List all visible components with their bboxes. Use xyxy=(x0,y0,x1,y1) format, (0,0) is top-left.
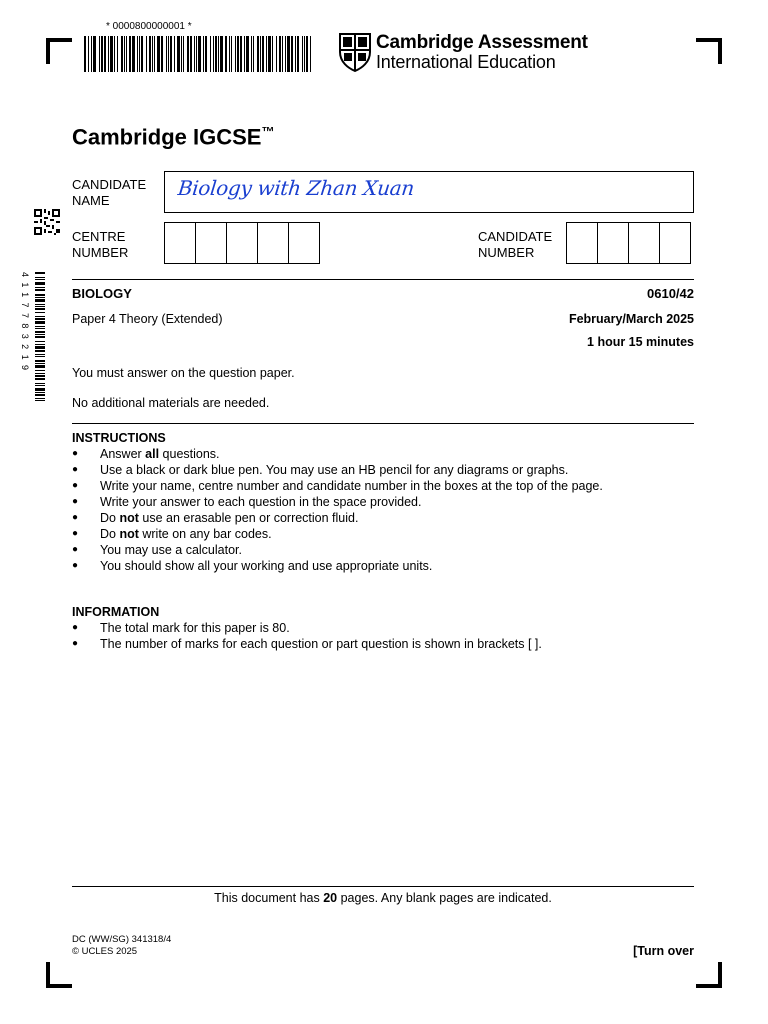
candidate-name-label-line2: NAME xyxy=(72,193,110,208)
barcode-bar xyxy=(35,383,45,384)
barcode-bar xyxy=(268,36,271,72)
barcode-bar xyxy=(35,334,45,335)
barcode-bar xyxy=(35,312,45,313)
instruction-item: ● Use a black or dark blue pen. You may use an HB pencil for any diagrams or graphs. xyxy=(72,462,603,478)
barcode-bar xyxy=(35,370,45,371)
barcode-bar xyxy=(35,321,45,324)
barcode-bar xyxy=(35,341,45,342)
barcode-bar xyxy=(129,36,131,72)
information-list xyxy=(72,620,542,652)
barcode-bar xyxy=(114,36,115,72)
materials-note: No additional materials are needed. xyxy=(72,396,270,410)
barcode-bar xyxy=(110,36,113,72)
barcode-bar xyxy=(279,36,281,72)
barcode-bar xyxy=(152,36,153,72)
barcode-bar xyxy=(35,282,45,285)
information-heading: INFORMATION xyxy=(72,605,160,619)
candidate-name-value: Biology with Zhan Xuan xyxy=(176,176,416,200)
information-item: ● The number of marks for each question or part question is shown in brackets [ ]. xyxy=(72,636,542,652)
instruction-item: ● Answer all questions. xyxy=(72,446,603,462)
footer-divider xyxy=(72,886,694,887)
candidate-number-box[interactable] xyxy=(597,222,629,264)
barcode-bar xyxy=(166,36,167,72)
corner-mark-bottom-right-h xyxy=(696,984,722,988)
barcode-bar xyxy=(183,36,184,72)
copyright-line: © UCLES 2025 xyxy=(72,946,138,957)
page-count-post: pages. Any blank pages are indicated. xyxy=(337,891,552,905)
page-count-number: 20 xyxy=(323,891,338,905)
barcode-bar xyxy=(104,36,106,72)
barcode-bar xyxy=(35,316,45,317)
barcode-bar xyxy=(35,388,45,391)
barcode-bar xyxy=(35,350,45,352)
barcode-bar xyxy=(35,385,45,386)
barcode-bar xyxy=(240,36,242,72)
barcode-bar xyxy=(174,36,175,72)
org-name-line2: International Education xyxy=(376,52,556,72)
barcode-bar xyxy=(121,36,123,72)
candidate-number-box[interactable] xyxy=(628,222,660,264)
barcode-bar xyxy=(196,36,197,72)
barcode-bar xyxy=(35,304,45,305)
barcode-bar xyxy=(35,289,45,291)
barcode-bar xyxy=(35,398,45,399)
barcode-bar xyxy=(237,36,239,72)
page-count-pre: This document has xyxy=(214,891,324,905)
barcode-bar xyxy=(35,360,45,362)
qr-code-icon xyxy=(34,209,60,235)
header-divider xyxy=(72,279,694,280)
barcode-bar xyxy=(272,36,273,72)
barcode-bar xyxy=(302,36,303,72)
barcode-bar xyxy=(235,36,236,72)
barcode-bar xyxy=(101,36,103,72)
barcode-bar xyxy=(304,36,305,72)
barcode-bar xyxy=(35,277,45,278)
barcode-bar xyxy=(108,36,109,72)
barcode-bar xyxy=(287,36,290,72)
candidate-name-label xyxy=(72,177,146,209)
barcode-bar xyxy=(35,400,45,401)
barcode-bar xyxy=(35,354,45,355)
barcode-bar xyxy=(35,326,45,327)
centre-number-label xyxy=(72,229,128,261)
barcode-bar xyxy=(198,36,201,72)
barcode-bar xyxy=(285,36,286,72)
subject-name: BIOLOGY xyxy=(72,286,132,301)
title-text: Cambridge IGCSE xyxy=(72,124,262,150)
barcode-bar xyxy=(35,297,45,298)
barcode-bar xyxy=(35,346,45,349)
barcode-bar xyxy=(297,36,299,72)
centre-number-box[interactable] xyxy=(226,222,258,264)
barcode-bar xyxy=(35,299,45,302)
exam-duration: 1 hour 15 minutes xyxy=(587,335,694,349)
barcode-bar xyxy=(35,375,45,377)
instruction-item: ● You may use a calculator. xyxy=(72,542,603,558)
barcode-bar xyxy=(99,36,100,72)
barcode-bar xyxy=(126,36,127,72)
barcode-bar xyxy=(35,328,45,329)
paper-code: 0610/42 xyxy=(647,286,694,301)
barcode-bar xyxy=(194,36,195,72)
barcode-bar xyxy=(203,36,204,72)
barcode-bar xyxy=(35,365,45,368)
page-title xyxy=(72,124,274,150)
barcode-bar xyxy=(35,378,45,380)
barcode-bar xyxy=(93,36,96,72)
barcode-bar xyxy=(218,36,219,72)
candidate-number-label-line2: NUMBER xyxy=(478,245,535,260)
barcode-bar xyxy=(220,36,223,72)
barcode-bar xyxy=(35,306,45,307)
barcode-bar xyxy=(35,308,45,310)
answer-note: You must answer on the question paper. xyxy=(72,366,295,380)
barcode-bar xyxy=(139,36,140,72)
barcode-bar xyxy=(88,36,89,72)
barcode-bar xyxy=(260,36,261,72)
barcode-bar xyxy=(117,36,118,72)
barcode-bar xyxy=(229,36,230,72)
barcode-bar xyxy=(170,36,172,72)
barcode-bar xyxy=(35,272,45,274)
barcode-bar xyxy=(262,36,264,72)
instruction-item: ● Write your answer to each question in the space provided. xyxy=(72,494,603,510)
barcode-bar xyxy=(35,294,45,296)
candidate-name-label-line1: CANDIDATE xyxy=(72,177,147,192)
barcode-bar xyxy=(137,36,138,72)
barcode-bar xyxy=(124,36,125,72)
exam-session: February/March 2025 xyxy=(568,312,694,326)
candidate-number-boxes[interactable] xyxy=(567,222,691,264)
centre-number-label-line2: NUMBER xyxy=(72,245,129,260)
barcode-bar xyxy=(35,392,45,393)
candidate-number-box[interactable] xyxy=(659,222,691,264)
barcode-bar xyxy=(132,36,135,72)
instructions-list xyxy=(72,446,603,574)
barcode-bar xyxy=(35,336,45,338)
corner-mark-top-left-h xyxy=(46,38,72,42)
instructions-heading: INSTRUCTIONS xyxy=(72,431,166,445)
barcode-bar xyxy=(266,36,267,72)
turn-over-label: [Turn over xyxy=(633,944,694,958)
barcode-bar xyxy=(35,331,45,333)
paper-name: Paper 4 Theory (Extended) xyxy=(72,312,223,326)
barcode-bar xyxy=(35,287,45,288)
barcode-bar xyxy=(244,36,245,72)
centre-number-label-line1: CENTRE xyxy=(72,229,126,244)
barcode-bar xyxy=(181,36,182,72)
barcode-bar xyxy=(282,36,283,72)
barcode-bar xyxy=(295,36,296,72)
barcode-bar xyxy=(210,36,211,72)
barcode-bar xyxy=(35,279,45,280)
side-barcode xyxy=(35,272,45,407)
barcode-bar xyxy=(154,36,155,72)
barcode-bar xyxy=(190,36,192,72)
barcode-bar xyxy=(215,36,217,72)
corner-mark-top-right-h xyxy=(696,38,722,42)
instructions-divider xyxy=(72,423,694,424)
top-barcode xyxy=(84,36,316,72)
cambridge-crest-icon xyxy=(338,32,372,72)
barcode-caption: * 0000800000001 * xyxy=(106,21,192,32)
barcode-bar xyxy=(35,394,45,396)
centre-number-box[interactable] xyxy=(164,222,196,264)
candidate-number-label-line1: CANDIDATE xyxy=(478,229,553,244)
barcode-bar xyxy=(168,36,169,72)
barcode-bar xyxy=(141,36,143,72)
information-item: ● The total mark for this paper is 80. xyxy=(72,620,542,636)
centre-number-box[interactable] xyxy=(257,222,289,264)
barcode-bar xyxy=(276,36,277,72)
centre-number-box[interactable] xyxy=(288,222,320,264)
barcode-bar xyxy=(205,36,207,72)
side-barcode-digits: 4117783219 xyxy=(20,272,30,376)
barcode-bar xyxy=(231,36,232,72)
org-name-line1: Cambridge Assessment xyxy=(376,32,588,53)
barcode-bar xyxy=(306,36,308,72)
barcode-bar xyxy=(291,36,293,72)
barcode-bar xyxy=(35,356,45,357)
instruction-item: ● Do not write on any bar codes. xyxy=(72,526,603,542)
barcode-bar xyxy=(149,36,151,72)
barcode-bar xyxy=(35,373,45,374)
corner-mark-bottom-left-h xyxy=(46,984,72,988)
candidate-number-label xyxy=(478,229,552,261)
barcode-bar xyxy=(161,36,163,72)
barcode-bar xyxy=(35,318,45,320)
barcode-bar xyxy=(253,36,254,72)
barcode-bar xyxy=(187,36,189,72)
barcode-bar xyxy=(225,36,227,72)
instruction-item: ● Do not use an erasable pen or correction fluid. xyxy=(72,510,603,526)
barcode-bar xyxy=(177,36,180,72)
barcode-bar xyxy=(157,36,160,72)
barcode-bar xyxy=(35,344,45,345)
barcode-bar xyxy=(213,36,214,72)
centre-number-box[interactable] xyxy=(195,222,227,264)
barcode-bar xyxy=(146,36,147,72)
barcode-bar xyxy=(246,36,249,72)
instruction-item: ● You should show all your working and use appropriate units. xyxy=(72,558,603,574)
barcode-bar xyxy=(35,363,45,364)
centre-number-boxes[interactable] xyxy=(165,222,320,264)
trademark-symbol: ™ xyxy=(261,124,275,139)
instruction-item: ● Write your name, centre number and candidate number in the boxes at the top of the page. xyxy=(72,478,603,494)
page-count-note xyxy=(72,891,694,905)
barcode-bar xyxy=(310,36,311,72)
barcode-bar xyxy=(251,36,252,72)
barcode-bar xyxy=(84,36,86,72)
barcode-bar xyxy=(257,36,259,72)
barcode-bar xyxy=(91,36,92,72)
document-reference: DC (WW/SG) 341318/4 xyxy=(72,934,172,945)
candidate-number-box[interactable] xyxy=(566,222,598,264)
